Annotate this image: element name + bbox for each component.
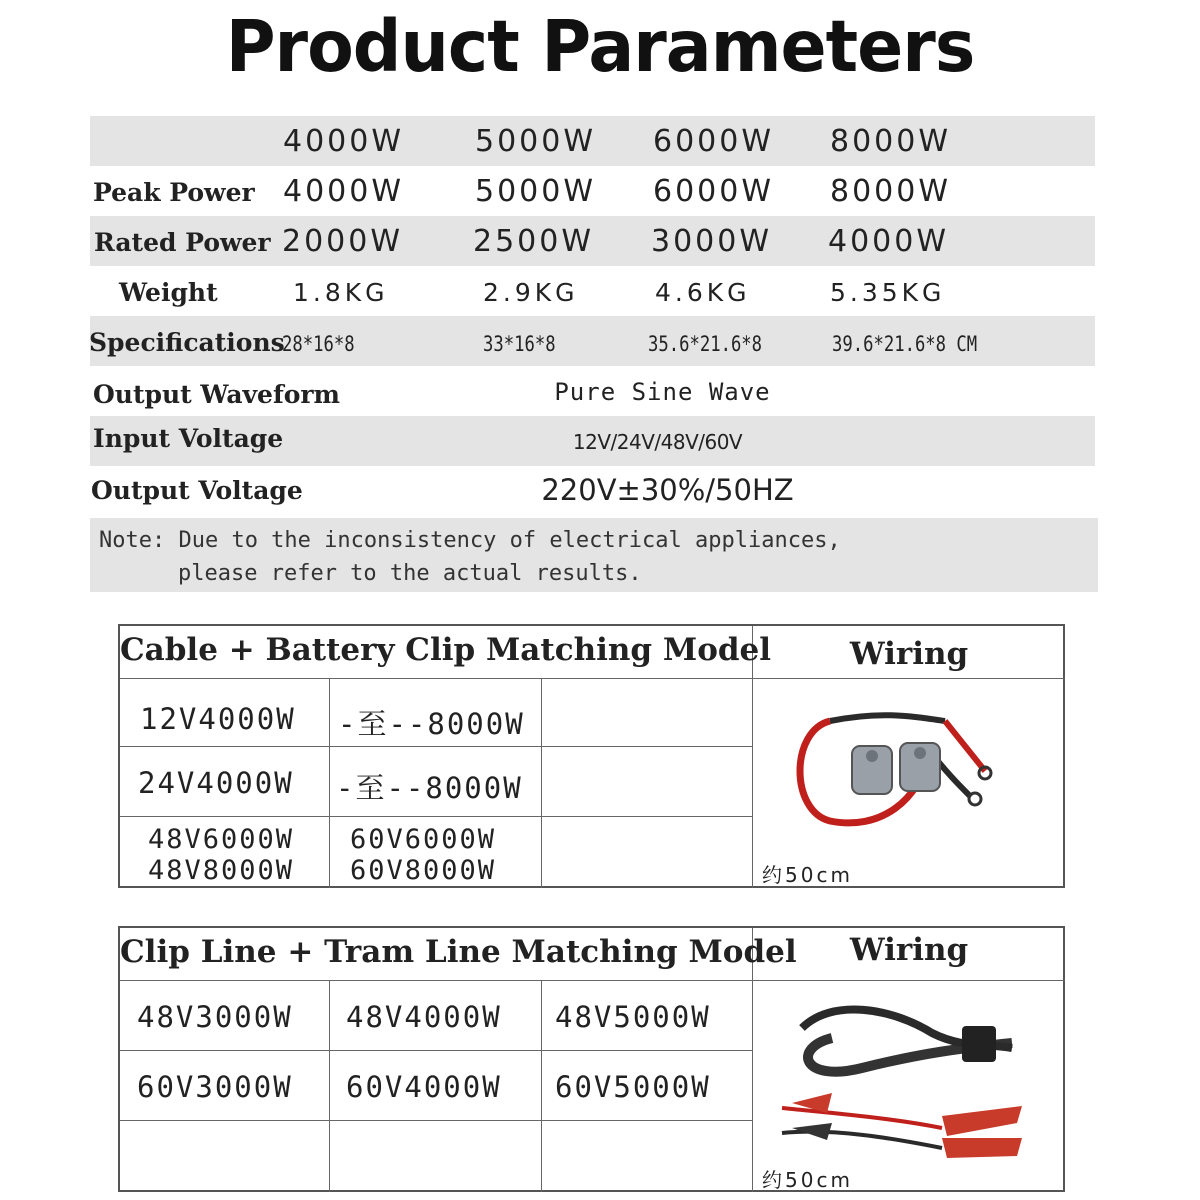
rated-power-row bbox=[90, 216, 1095, 266]
peak-power-value: 4000W bbox=[283, 174, 405, 209]
model-value: 12V4000W bbox=[140, 702, 296, 736]
length-caption: 约50cm bbox=[762, 1168, 853, 1192]
rated-power-value: 3000W bbox=[651, 224, 773, 259]
specifications-value: 33*16*8 bbox=[483, 332, 556, 356]
weight-value: 4.6KG bbox=[655, 278, 751, 307]
clip-tram-line-image bbox=[772, 988, 1042, 1178]
page-title: Product Parameters bbox=[225, 6, 975, 89]
weight-value: 1.8KG bbox=[293, 278, 389, 307]
specifications-row bbox=[90, 316, 1095, 366]
rated-power-value: 2000W bbox=[282, 224, 404, 259]
model-cell: 5000W bbox=[475, 124, 597, 159]
specifications-label: Specifications bbox=[89, 328, 285, 357]
rated-power-label: Rated Power bbox=[94, 228, 271, 257]
peak-power-label: Peak Power bbox=[93, 178, 255, 207]
weight-value: 2.9KG bbox=[483, 278, 579, 307]
rated-power-value: 4000W bbox=[828, 224, 950, 259]
specifications-value: 39.6*21.6*8 CM bbox=[832, 332, 978, 356]
output-waveform-row bbox=[90, 366, 1095, 416]
model-value: 48V6000W bbox=[148, 824, 295, 855]
output-waveform-value: Pure Sine Wave bbox=[554, 378, 771, 406]
output-voltage-label: Output Voltage bbox=[91, 476, 303, 505]
model-value: 60V8000W bbox=[350, 855, 497, 886]
note-box bbox=[90, 518, 1098, 592]
table-cell bbox=[542, 1121, 753, 1192]
parameters-table bbox=[90, 116, 1095, 518]
weight-row bbox=[90, 266, 1095, 316]
wiring-header: Wiring bbox=[849, 636, 969, 672]
model-value: 48V8000W bbox=[148, 855, 295, 886]
table-cell bbox=[542, 679, 753, 747]
output-voltage-value: 220V±30%/50HZ bbox=[541, 473, 794, 507]
model-value: 60V5000W bbox=[555, 1070, 711, 1104]
model-cell: 8000W bbox=[830, 124, 952, 159]
model-value: 48V3000W bbox=[137, 1000, 293, 1034]
model-value: 48V4000W bbox=[346, 1000, 502, 1034]
battery-cable-clip-image bbox=[770, 691, 1010, 846]
wiring-header: Wiring bbox=[849, 932, 969, 968]
output-waveform-label: Output Waveform bbox=[93, 380, 340, 409]
output-voltage-row bbox=[90, 466, 1095, 518]
peak-power-value: 6000W bbox=[653, 174, 775, 209]
cable-battery-clip-table bbox=[118, 624, 1065, 888]
model-value: 24V4000W bbox=[138, 766, 294, 800]
specifications-value: 28*16*8 bbox=[282, 332, 355, 356]
peak-power-row bbox=[90, 166, 1095, 216]
models-row bbox=[90, 116, 1095, 166]
model-value: 48V5000W bbox=[555, 1000, 711, 1034]
length-caption: 约50cm bbox=[762, 863, 853, 887]
note-line-1: Note: Due to the inconsistency of electrical appliances, bbox=[99, 528, 841, 553]
rated-power-value: 2500W bbox=[473, 224, 595, 259]
model-cell: 4000W bbox=[283, 124, 405, 159]
weight-label: Weight bbox=[119, 278, 218, 307]
table-header: Cable + Battery Clip Matching Model bbox=[120, 632, 772, 668]
table-cell bbox=[330, 1121, 542, 1192]
model-value: 60V4000W bbox=[346, 1070, 502, 1104]
note-line-2: please refer to the actual results. bbox=[178, 561, 642, 586]
peak-power-value: 5000W bbox=[475, 174, 597, 209]
table-header: Clip Line + Tram Line Matching Model bbox=[120, 934, 797, 970]
table-cell bbox=[542, 747, 753, 817]
table-cell bbox=[120, 1121, 330, 1192]
model-value: 60V3000W bbox=[137, 1070, 293, 1104]
input-voltage-label: Input Voltage bbox=[93, 424, 284, 453]
specifications-value: 35.6*21.6*8 bbox=[648, 332, 763, 356]
model-value: -至--8000W bbox=[338, 707, 525, 741]
weight-value: 5.35KG bbox=[830, 278, 946, 307]
table-cell bbox=[542, 817, 753, 888]
model-value: -至--8000W bbox=[336, 771, 523, 805]
clip-tram-line-table bbox=[118, 926, 1065, 1192]
model-cell: 6000W bbox=[653, 124, 775, 159]
input-voltage-row bbox=[90, 416, 1095, 466]
model-value: 60V6000W bbox=[350, 824, 497, 855]
peak-power-value: 8000W bbox=[830, 174, 952, 209]
input-voltage-value: 12V/24V/48V/60V bbox=[572, 430, 743, 454]
